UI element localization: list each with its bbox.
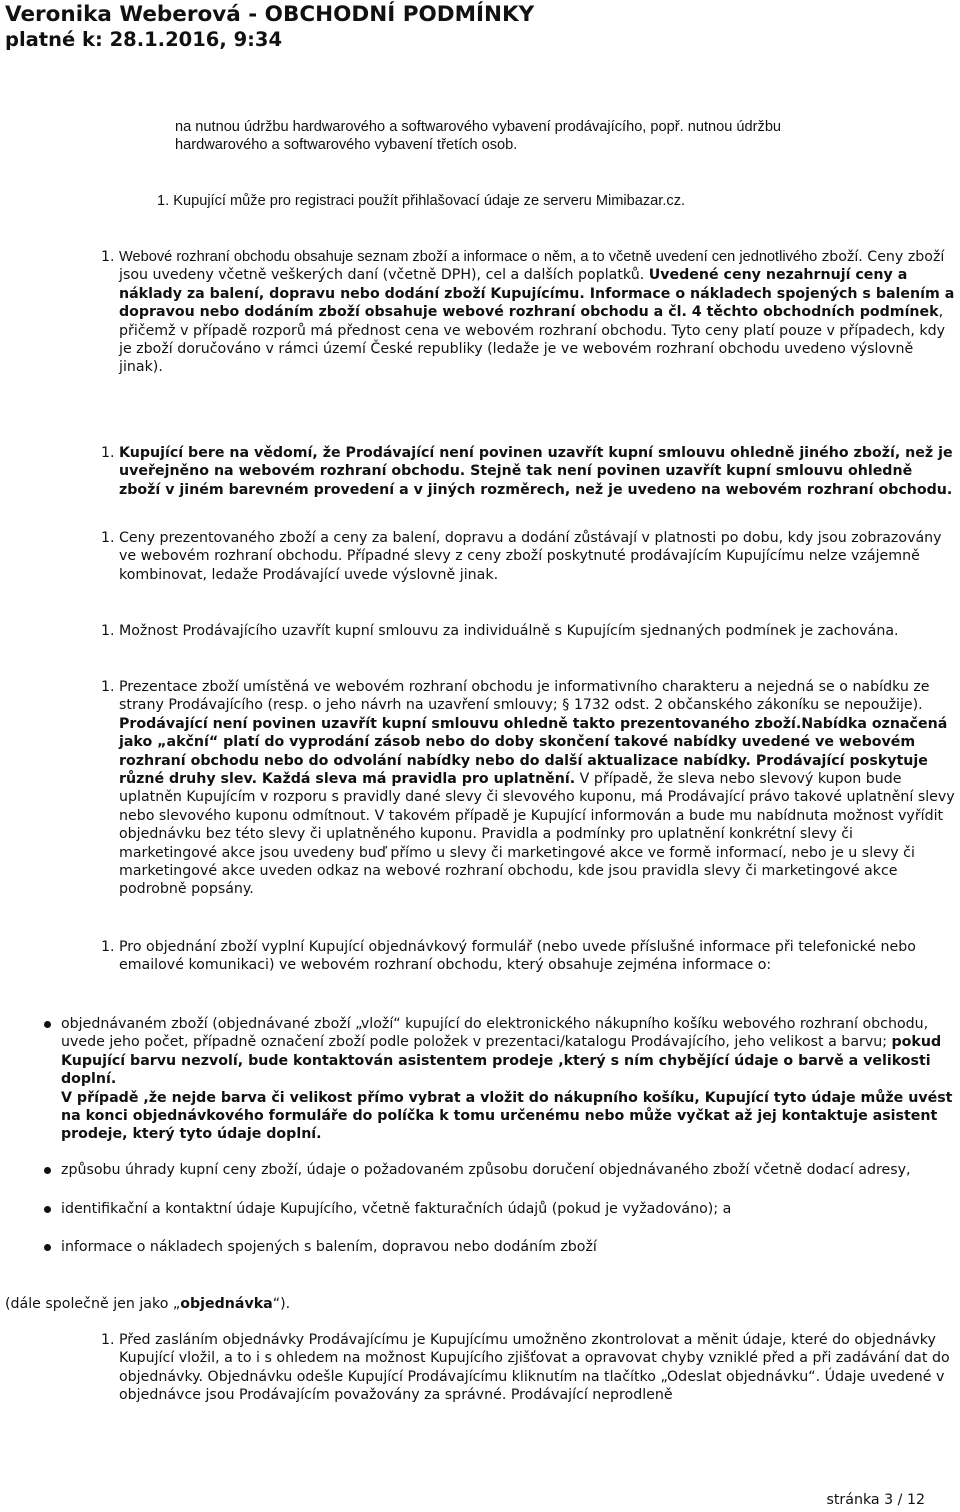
valid-from: platné k: 28.1.2016, 9:34 [5, 28, 283, 51]
list-item-text: Před zasláním objednávky Prodávajícímu je Kupujícímu umožněno zkontrolovat a měnit údaje, které do objednávky Kupující vložil, a to i s ohledem na možnost Kupujícího zjišťovat a opravovat chyby vzniklé před a při zadávání dat do objednávky. Objednávku odešle Kupující Prodávajícímu kliknutím na tlačítko „Odeslat objednávku“. Údaje uvedené v objednávce jsou Prodávajícím považovány za správné. Prodávající neprodleně [119, 1332, 950, 1404]
list-number: 1. [101, 679, 115, 695]
list-item-text: Kupující bere na vědomí, že Prodávající není povinen uzavřít kupní smlouvu ohledně jiného zboží, než je uveřejněno na webovém rozhraní obchodu. Stejně tak není povinen uzavřít kupní smlouvu ohledně zboží v jiném barevném provedení a v jiných rozměrech, než je uvedeno na webovém rozhraní obchodu. [119, 445, 953, 498]
list-item-text: Pro objednání zboží vyplní Kupující objednávkový formulář (nebo uvede příslušné informace při telefonické nebo emailové komunikaci) ve webovém rozhraní obchodu, který obsahuje zejména informace o: [119, 939, 916, 974]
list-number: 1. [101, 249, 115, 265]
list-item-text: Možnost Prodávajícího uzavřít kupní smlouvu za individuálně s Kupujícím sjednaných podmínek je zachována. [119, 623, 899, 639]
bullet-icon [44, 1244, 51, 1251]
bullet-text: identifikační a kontaktní údaje Kupujícího, včetně fakturačních údajů (pokud je vyžadováno); a [61, 1201, 732, 1217]
bullet-icon [44, 1206, 51, 1213]
list-item-registration [157, 192, 685, 210]
intro-line-1: na nutnou údržbu hardwarového a softwarového vybavení prodávajícího, popř. nutnou údržbu [175, 119, 782, 135]
list-number: 1. [101, 1332, 115, 1348]
bullet-text: objednávaném zboží (objednávané zboží „vloží“ kupující do elektronického nákupního košíku webového rozhraní obchodu, uvede jeho počet, případně označení zboží podle položek v prezentaci/katalogu Prodávajícího, jeho velikost a barvu; pokud Kupující barvu nezvolí, bude kontaktován asistentem prodeje ,který s ním chybějící údaje o barvě a velikosti doplní. V případě ,že nejde barva či velikost přímo vybrat a vložit do nákupního košíku, Kupující tyto údaje může uvést na konci objednávkového formuláře do políčka k tomu určenému nebo může vyčkat až jej kontaktuje asistent prodeje, který tyto údaje doplní. [61, 1016, 953, 1143]
list-number: 1. [101, 623, 115, 639]
intro-text [175, 118, 781, 155]
bullet-icon [44, 1167, 51, 1174]
document-title: Veronika Weberová - OBCHODNÍ PODMÍNKY [5, 2, 535, 27]
order-definition: (dále společně jen jako „objednávka“). [5, 1296, 291, 1312]
intro-line-2: hardwarového a softwarového vybavení třetích osob. [175, 137, 518, 154]
list-number: 1. [157, 193, 170, 209]
list-item-text: Prezentace zboží umístěná ve webovém rozhraní obchodu je informativního charakteru a nejedná se o nabídku ze strany Prodávajícího (resp. o jeho návrh na uzavření smlouvy; § 1732 odst. 2 občanského zákoníku se nepoužije). Prodávající není povinen uzavřít kupní smlouvu ohledně takto prezentovaného zboží.Nabídka označená jako „akční“ platí do vyprodání zásob nebo do doby skončení takové nabídky uvedené ve webovém rozhraní obchodu nebo do odvolání nabídky nebo do další aktualizace nabídky. Prodávající poskytuje různé druhy slev. Každá sleva má pravidla pro uplatnění. V případě, že sleva nebo slevový kupon bude uplatněn Kupujícím v rozporu s pravidly dané slevy či slevového kuponu, má Prodávající právo takové uplatnění slevy nebo slevového kuponu odmítnout. V takovém případě je Kupující informován a bude mu nabídnuta možnost vyřídit objednávku bez této slevy či uplatněného kuponu. Pravidla a podmínky pro uplatnění konkrétní slevy či marketingové akce jsou uvedeny buď přímo u slevy či marketingové akce ve formě informací, nebo je u slevy či marketingové akce uveden odkaz na webové rozhraní obchodu, kde jsou pravidla slevy či marketingové akce podrobně popsány. [119, 679, 955, 898]
list-item-text: Ceny prezentovaného zboží a ceny za balení, dopravu a dodání zůstávají v platnosti po dobu, kdy jsou zobrazovány ve webovém rozhraní obchodu. Případné slevy z ceny zboží poskytnuté prodávajícím Kupujícímu nelze vzájemně kombinovat, ledaže Prodávající uvede výslovně jinak. [119, 530, 942, 583]
list-item-text: Webové rozhraní obchodu obsahuje seznam zboží a informace o něm, a to včetně uvedení cen jednotlivého zboží. Ceny zboží jsou uvedeny včetně veškerých daní (včetně DPH), cel a dalších poplatků. Uvedené ceny nezahrnují ceny a náklady za balení, dopravu nebo dodání zboží Kupujícímu. Informace o nákladech spojených s balením a dopravou nebo dodáním zboží obsahuje webové rozhraní obchodu a čl. 4 těchto obchodních podmínek, přičemž v případě rozporů má přednost cena ve webovém rozhraní obchodu. Tyto ceny platí pouze v případech, kdy je zboží doručováno v rámci území České republiky (ledaže je ve webovém rozhraní obchodu uvedeno výslovně jinak). [119, 249, 955, 376]
list-number: 1. [101, 530, 115, 546]
bullet-text: způsobu úhrady kupní ceny zboží, údaje o požadovaném způsobu doručení objednávaného zboží včetně dodací adresy, [61, 1162, 911, 1178]
bullet-text: informace o nákladech spojených s balením, dopravou nebo dodáním zboží [61, 1239, 597, 1255]
list-number: 1. [101, 939, 115, 955]
list-number: 1. [101, 445, 115, 461]
page-number: stránka 3 / 12 [826, 1492, 925, 1508]
bullet-icon [44, 1021, 51, 1028]
list-item-text: Kupující může pro registraci použít přihlašovací údaje ze serveru Mimibazar.cz. [173, 193, 686, 209]
document-header [5, 2, 534, 52]
